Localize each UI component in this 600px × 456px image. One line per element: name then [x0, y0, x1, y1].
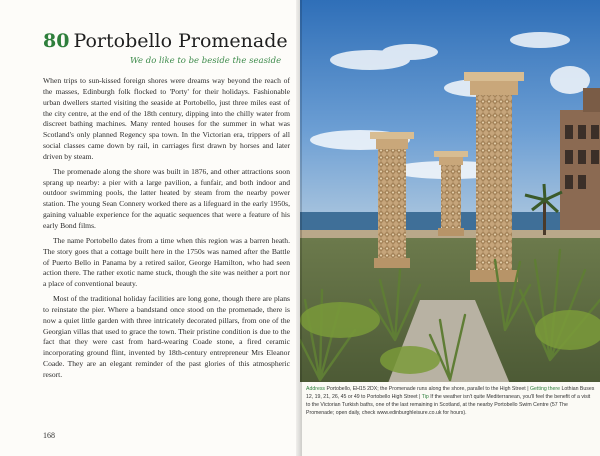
- separator: |: [419, 394, 421, 401]
- chapter-title: Portobello Promenade: [73, 30, 288, 52]
- getting-there-label: Getting there: [530, 386, 561, 392]
- tip-text: If the weather isn't quite Mediterranean, you'll feel the benefit of a visit to the Victorian Turkish baths, one of the last remaining in Scotland, at the nearby Portobello Swim Centre (57 The Promenade; open daily, check www.edinburghleisure.co.uk for hours).: [306, 394, 591, 417]
- book-gutter: [296, 0, 302, 456]
- paragraph: Most of the traditional holiday facilities are long gone, though there are plans to reinstate the pier. Where a bandstand once stood on the promenade, there is now a quiet little garden with three intricately decorated pillars, from one of the Georgian villas that used to grace the town. Their pristine condition is due to the fact that they were cast from hard-wearing Coade stone, a fired ceramic incorporating ground flint, invented by 18th-century entrepreneur Mrs Eleanor Coade. They are an elegant reminder of the past glories of this atmospheric resort.: [43, 294, 290, 379]
- chapter-subtitle: We do like to be beside the seaside: [130, 56, 282, 66]
- paragraph: When trips to sun-kissed foreign shores were dreams way beyond the reach of the masses, Edinburgh folk flocked to 'Porty' for their holidays. Fashionable urban dwellers started visiting the seaside at Portobello, just three miles east of the city centre, at the end of the 18th century, dipping into the chilly water from discreet bathing machines. Many rented houses for the summer in what was Scotland's only planned Regency spa town. In the Victorian era, trippers of all social classes came down by rail, in carriages first drawn by horses and later driven by steam.: [43, 76, 290, 161]
- address-text: Portobello, EH15 2DX; the Promenade runs along the shore, parallel to the High Street: [326, 386, 526, 392]
- getting-there-text: Lothian Buses 12, 19, 21, 26, 45 or 49 to Portobello High Street: [306, 386, 595, 401]
- address-label: Address: [306, 386, 326, 392]
- chapter-heading: [43, 30, 288, 52]
- tip-label: Tip: [421, 394, 429, 401]
- chapter-number: 80: [43, 30, 70, 52]
- info-caption: [300, 382, 600, 456]
- page-number: 168: [43, 431, 55, 440]
- body-text: [43, 76, 290, 385]
- paragraph: The promenade along the shore was built in 1876, and other attractions soon sprang up nearby: a pier with a large pavilion, a funfair, and both indoor and outdoor swimming pools, the latter heated by steam from the nearby power station. The young Sean Connery worked there as a lifeguard in the early 1950s, gaining valuable experience for the aquatic sequences that were a feature of his early Bond films.: [43, 166, 290, 230]
- separator: |: [527, 386, 529, 392]
- right-page: [300, 0, 600, 456]
- caption-text: [306, 385, 596, 417]
- paragraph: The name Portobello dates from a time when this region was a barren heath. The story goes that a cottage built here in the 1750s was named after the Battle of Puerto Bello in Panama by a retired sailor, George Hamilton, who had seen action there. The rather exotic name stuck, though the site was neither a port nor a place of conventional beauty.: [43, 235, 290, 289]
